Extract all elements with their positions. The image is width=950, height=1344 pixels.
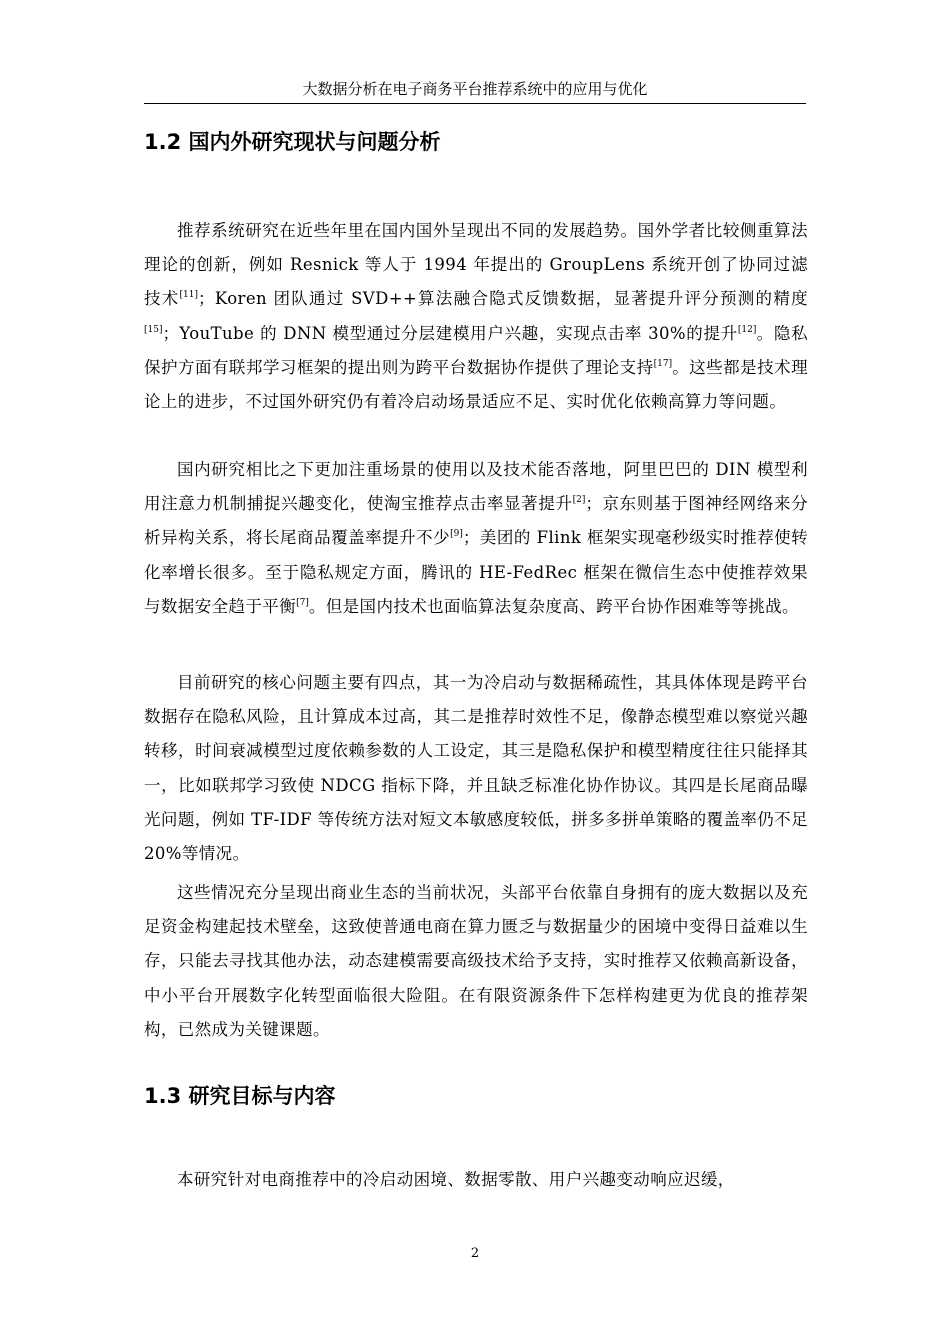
running-header bbox=[144, 78, 806, 104]
paragraph-domestic-research bbox=[144, 453, 808, 624]
paragraph-text: 推荐系统研究在近些年里在国内国外呈现出不同的发展趋势。国外学者比较侧重算法理论的创新，例如 Resnick 等人于 1994 年提出的 GroupLens 系统开创了协同过滤技术 bbox=[144, 221, 808, 309]
citation-ref: [9] bbox=[450, 529, 463, 540]
section-title-1-3: 1.3 研究目标与内容 bbox=[144, 1084, 336, 1108]
paragraph-core-problems bbox=[144, 666, 808, 871]
paragraph-text: 。但是国内技术也面临算法复杂度高、跨平台协作困难等等挑战。 bbox=[308, 596, 799, 616]
citation-ref: [11] bbox=[179, 290, 199, 301]
citation-ref: [7] bbox=[296, 597, 309, 608]
paragraph-text: 。隐私保护方面有联邦学习框架的提出则为跨平台数据协作提供了理论支持 bbox=[144, 323, 808, 377]
paragraph-text: 本研究针对电商推荐中的冷启动困境、数据零散、用户兴趣变动响应迟缓， bbox=[177, 1170, 735, 1189]
citation-ref: [12] bbox=[737, 324, 757, 335]
citation-ref: [17] bbox=[653, 358, 673, 369]
paragraph-commercial-ecosystem bbox=[144, 876, 808, 1047]
paragraph-text: ；京东则基于图神经网络来分析异构关系，将长尾商品覆盖率提升不少 bbox=[144, 494, 809, 548]
paragraph-text: ；YouTube 的 DNN 模型通过分层建模用户兴趣，实现点击率 30%的提升 bbox=[162, 323, 738, 343]
paragraph-text: ；美团的 Flink 框架实现毫秒级实时推荐使转化率增长很多。至于隐私规定方面，腾讯的 HE-FedRec 框架在微信生态中使推荐效果与数据安全趋于平衡 bbox=[144, 528, 809, 616]
paragraph-research-goals bbox=[144, 1163, 808, 1197]
paragraph-research-trends bbox=[144, 214, 808, 419]
paragraph-text: ；Koren 团队通过 SVD++算法融合隐式反馈数据，显著提升评分预测的精度 bbox=[198, 289, 808, 309]
citation-ref: [15] bbox=[144, 324, 163, 335]
page-number: 2 bbox=[470, 1246, 480, 1261]
paragraph-text: 目前研究的核心问题主要有四点，其一为冷启动与数据稀疏性，其具体体现是跨平台数据存在隐私风险，且计算成本过高，其二是推荐时效性不足，像静态模型难以察觉兴趣转移，时间衰减模型过度依赖参数的人工设定，其三是隐私保护和模型精度往往只能择其一，比如联邦学习致使 NDCG 指标下降，并且缺乏标准化协作协议。其四是长尾商品曝光问题，例如 TF-IDF 等传统方法对短文本敏感度较低，拼多多拼单策略的覆盖率仍不足 20%等情况。 bbox=[144, 673, 808, 864]
paragraph-text: 。这些都是技术理论上的进步，不过国外研究仍有着冷启动场景适应不足、实时优化依赖高算力等问题。 bbox=[144, 357, 809, 412]
paragraph-text: 国内研究相比之下更加注重场景的使用以及技术能否落地，阿里巴巴的 DIN 模型利用注意力机制捕捉兴趣变化，使淘宝推荐点击率显著提升 bbox=[144, 460, 808, 514]
section-title-1-2: 1.2 国内外研究现状与问题分析 bbox=[144, 130, 441, 154]
running-header-title: 大数据分析在电子商务平台推荐系统中的应用与优化 bbox=[302, 80, 648, 98]
citation-ref: [2] bbox=[572, 495, 586, 506]
paragraph-text: 这些情况充分呈现出商业生态的当前状况，头部平台依靠自身拥有的庞大数据以及充足资金构建起技术壁垒，这致使普通电商在算力匮乏与数据量少的困境中变得日益难以生存，只能去寻找其他办法，动态建模需要高级技术给予支持，实时推荐又依赖高新设备，中小平台开展数字化转型面临很大险阻。在有限资源条件下怎样构建更为优良的推荐架构，已然成为关键课题。 bbox=[144, 883, 808, 1039]
